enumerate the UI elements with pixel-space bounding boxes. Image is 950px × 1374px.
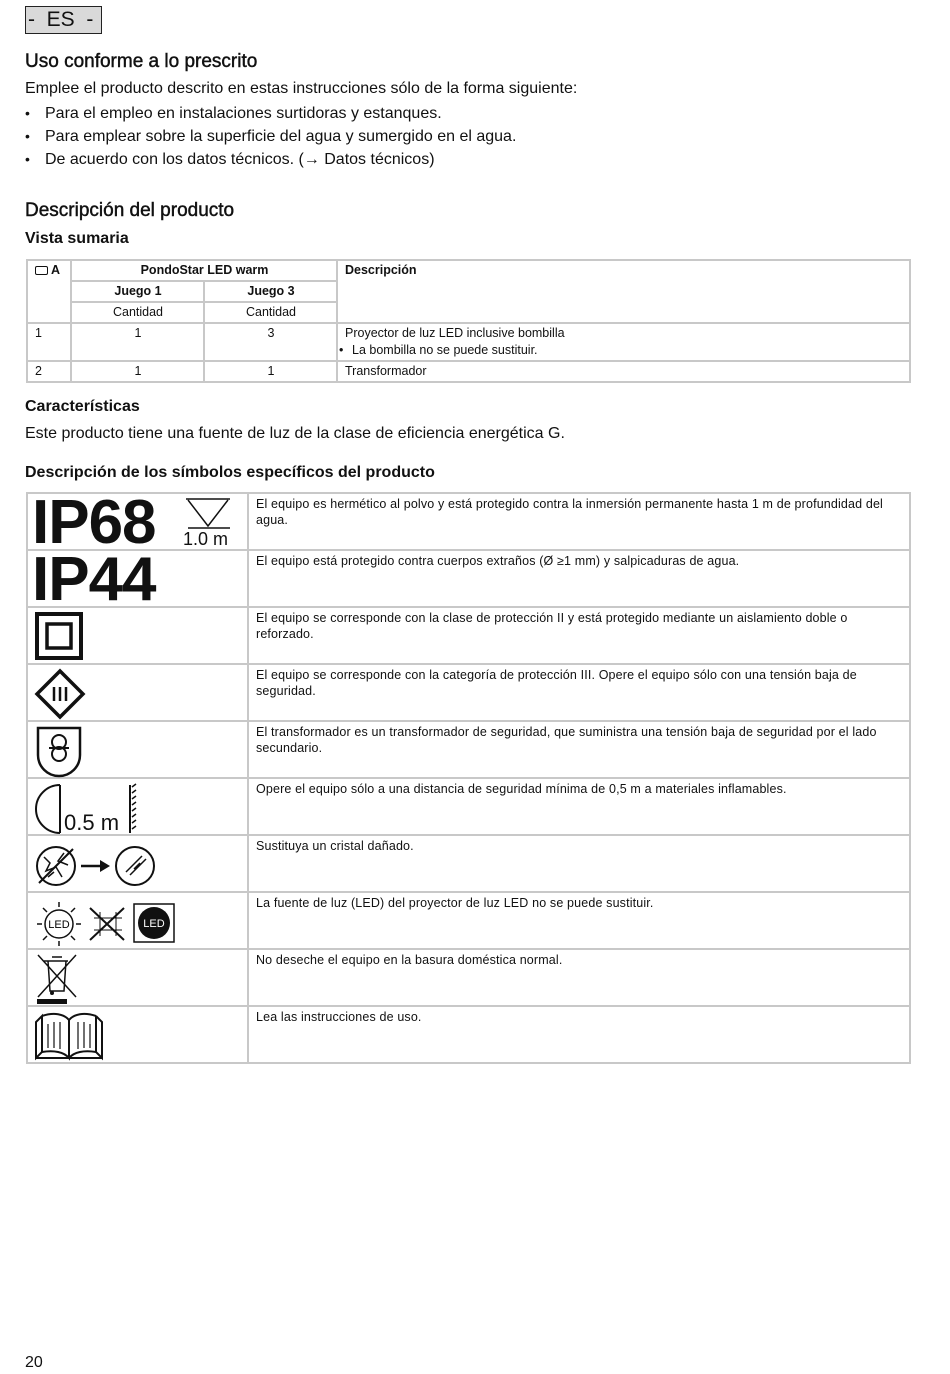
led-not-replaceable-icon [27, 892, 248, 949]
list-item: • Para emplear sobre la superficie del agua y sumergido en el agua. [25, 125, 516, 148]
table-cell: 1 [204, 361, 337, 382]
row-note: • La bombilla no se puede sustituir. [339, 343, 538, 357]
table-header: Descripción [337, 260, 910, 323]
table-row [27, 550, 910, 607]
overview-table [26, 259, 911, 383]
features-text: Este producto tiene una fuente de luz de la clase de eficiencia energética G. [25, 425, 565, 442]
weee-bin-icon [27, 949, 248, 1006]
table-row [27, 493, 910, 550]
table-header: Juego 3 [204, 281, 337, 302]
table-row [27, 260, 910, 281]
symbol-description: El equipo está protegido contra cuerpos extraños (Ø ≥1 mm) y salpicaduras de agua. [248, 550, 910, 607]
symbol-description: El transformador es un transformador de seguridad, que suministra una tensión baja de seguridad por el lado secundario. [248, 721, 910, 778]
table-cell: A [27, 260, 71, 323]
intended-use-title: Uso conforme a lo prescrito [25, 51, 258, 72]
min-distance-icon: 0.5 m [27, 778, 248, 835]
protection-class-3-icon [27, 664, 248, 721]
table-header: PondoStar LED warm [71, 260, 337, 281]
symbol-description: Lea las instrucciones de uso. [248, 1006, 910, 1063]
product-description-title: Descripción del producto [25, 200, 235, 221]
symbols-table [26, 488, 911, 1064]
table-row [27, 323, 910, 361]
symbol-description: El equipo se corresponde con la categoría de protección III. Opere el equipo sólo con una tensión baja de seguridad. [248, 664, 910, 721]
page-number: 20 [25, 1354, 43, 1371]
features-title: Características [25, 398, 140, 415]
symbol-description: Sustituya un cristal dañado. [248, 835, 910, 892]
table-row [27, 892, 910, 949]
table-cell: Cantidad [71, 302, 204, 323]
bullet-icon: • [339, 343, 344, 357]
symbol-description: Opere el equipo sólo a una distancia de seguridad mínima de 0,5 m a materiales inflamables. [248, 778, 910, 835]
svg-text:LED: LED [48, 919, 70, 931]
row-description: Proyector de luz LED inclusive bombilla [345, 326, 565, 340]
list-item: • De acuerdo con los datos técnicos. (→ Datos técnicos) [25, 148, 516, 171]
table-row [27, 1006, 910, 1063]
ip44-icon: IP44 [27, 550, 248, 607]
symbol-description: El equipo se corresponde con la clase de protección II y está protegido mediante un aislamiento doble o reforzado. [248, 607, 910, 664]
table-cell: Cantidad [204, 302, 337, 323]
read-manual-icon [27, 1006, 248, 1063]
table-cell: 1 [71, 361, 204, 382]
table-cell [337, 323, 910, 361]
safety-transformer-icon [27, 721, 248, 778]
table-row [27, 721, 910, 778]
symbol-description: El equipo es hermético al polvo y está protegido contra la inmersión permanente hasta 1 m de profundidad del agua. [248, 493, 910, 550]
table-row [27, 949, 910, 1006]
symbol-description: La fuente de luz (LED) del proyector de luz LED no se puede sustituir. [248, 892, 910, 949]
figure-ref-icon [35, 266, 48, 275]
table-row [27, 778, 910, 835]
table-row [27, 664, 910, 721]
language-tab: - ES - [25, 6, 102, 34]
table-cell: Transformador [337, 361, 910, 382]
protection-class-2-icon [27, 607, 248, 664]
table-cell: 2 [27, 361, 71, 382]
intended-use-intro: Emplee el producto descrito en estas instrucciones sólo de la forma siguiente: [25, 80, 578, 97]
list-item: • Para el empleo en instalaciones surtidoras y estanques. [25, 102, 516, 125]
symbol-description: No deseche el equipo en la basura doméstica normal. [248, 949, 910, 1006]
table-cell: 1 [71, 323, 204, 361]
table-cell: 3 [204, 323, 337, 361]
overview-title: Vista sumaria [25, 230, 129, 247]
symbols-title: Descripción de los símbolos específicos del producto [25, 464, 435, 481]
table-row [27, 607, 910, 664]
replace-glass-icon [27, 835, 248, 892]
table-row [27, 835, 910, 892]
intended-use-list [25, 102, 516, 171]
svg-text:LED: LED [143, 918, 165, 930]
table-header: Juego 1 [71, 281, 204, 302]
table-cell: 1 [27, 323, 71, 361]
ip68-depth-icon: IP68 1.0 m [27, 493, 248, 550]
table-row [27, 361, 910, 382]
